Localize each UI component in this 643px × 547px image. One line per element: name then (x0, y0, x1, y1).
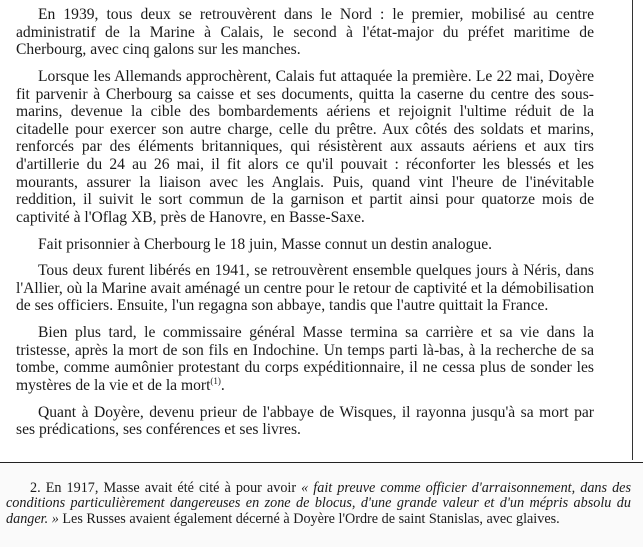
paragraph-masse-career-end: Bien plus tard, le commissaire général Masse termina sa carrière et sa vie dans la tristesse, après la mort de son fils en Indochine. Un temps parti là-bas, à la recherche de sa tombe, comme aumônier protestant du corps expéditionnaire, il ne cessa plus de sonder les mystères de la vie et de la mort$^{(1)}$. (16, 324, 594, 395)
main-text-block (16, 6, 594, 448)
paragraph-masse-prisoner: Fait prisonnier à Cherbourg le 18 juin, Masse connut un destin analogue. (38, 235, 493, 253)
note-reference: (1) (210, 375, 221, 386)
paragraph-1939-nord: En 1939, tous deux se retrouvèrent dans le Nord : le premier, mobilisé au centre administratif de la Marine à Calais, le second à l'état-major du préfet maritime de Cherbourg, avec cinq galons sur les manches. (16, 6, 594, 59)
paragraph-liberation-1941: Tous deux furent libérés en 1941, se retrouvèrent ensemble quelques jours à Néris, dans l'Allier, où la Marine avait aménagé un centre pour le retour de captivité et la démobilisation de ses officiers. Ensuite, l'un regagna son abbaye, tandis que l'autre quittait la France. (16, 262, 594, 315)
footnote-tail: Les Russes avaient également décerné à Doyère l'Ordre de saint Stanislas, avec glaives. (58, 510, 560, 527)
page-edge-rule (632, 0, 633, 460)
footnote-2 (6, 481, 631, 527)
paragraph-calais-attack: Lorsque les Allemands approchèrent, Calais fut attaquée la première. Le 22 mai, Doyère fit parvenir à Cherbourg sa caisse et ses documents, quitta la caserne du centre des sous-marins, devenue la cible des bombardements aériens et rejoignit l'ultime réduit de la citadelle pour exercer son autre charge, celle du prêtre. Aux côtés des soldats et marins, renforcés par des éléments britanniques, qui résistèrent aux assauts aériens et aux tirs d'artillerie du 24 au 26 mai, il fit alors ce qu'il pouvait : réconforter les blessés et les mourants, assurer la liaison avec les Anglais. Puis, quand vint l'heure de l'inévitable reddition, il suivit le sort commun de la garnison et partit ainsi pour quatorze mois de captivité à l'Oflag XB, près de Hanovre, en Basse-Saxe. (16, 67, 594, 226)
footnote-citation: « fait preuve comme officier d'arraisonnement, dans des conditions particulièrement dangereuses en zone de blocus, d'une grande valeur et d'un mépris absolu du danger. » (6, 480, 631, 527)
paragraph-masse-career-end-text: Bien plus tard, le commissaire général Masse termina sa carrière et sa vie dans la tristesse, après la mort de son fils en Indochine. Un temps parti là-bas, à la recherche de sa tombe, comme aumônier protestant du corps expéditionnaire, il ne cessa plus de sonder les mystères de la vie et de la mort (16, 324, 594, 395)
footnote-area (0, 462, 643, 547)
footnote-lead: 2. En 1917, Masse avait été cité à pour avoir (30, 480, 302, 496)
paragraph-doyere-wisques: Quant à Doyère, devenu prieur de l'abbaye de Wisques, il rayonna jusqu'à sa mort par ses prédications, ses conférences et ses livres. (16, 403, 594, 439)
